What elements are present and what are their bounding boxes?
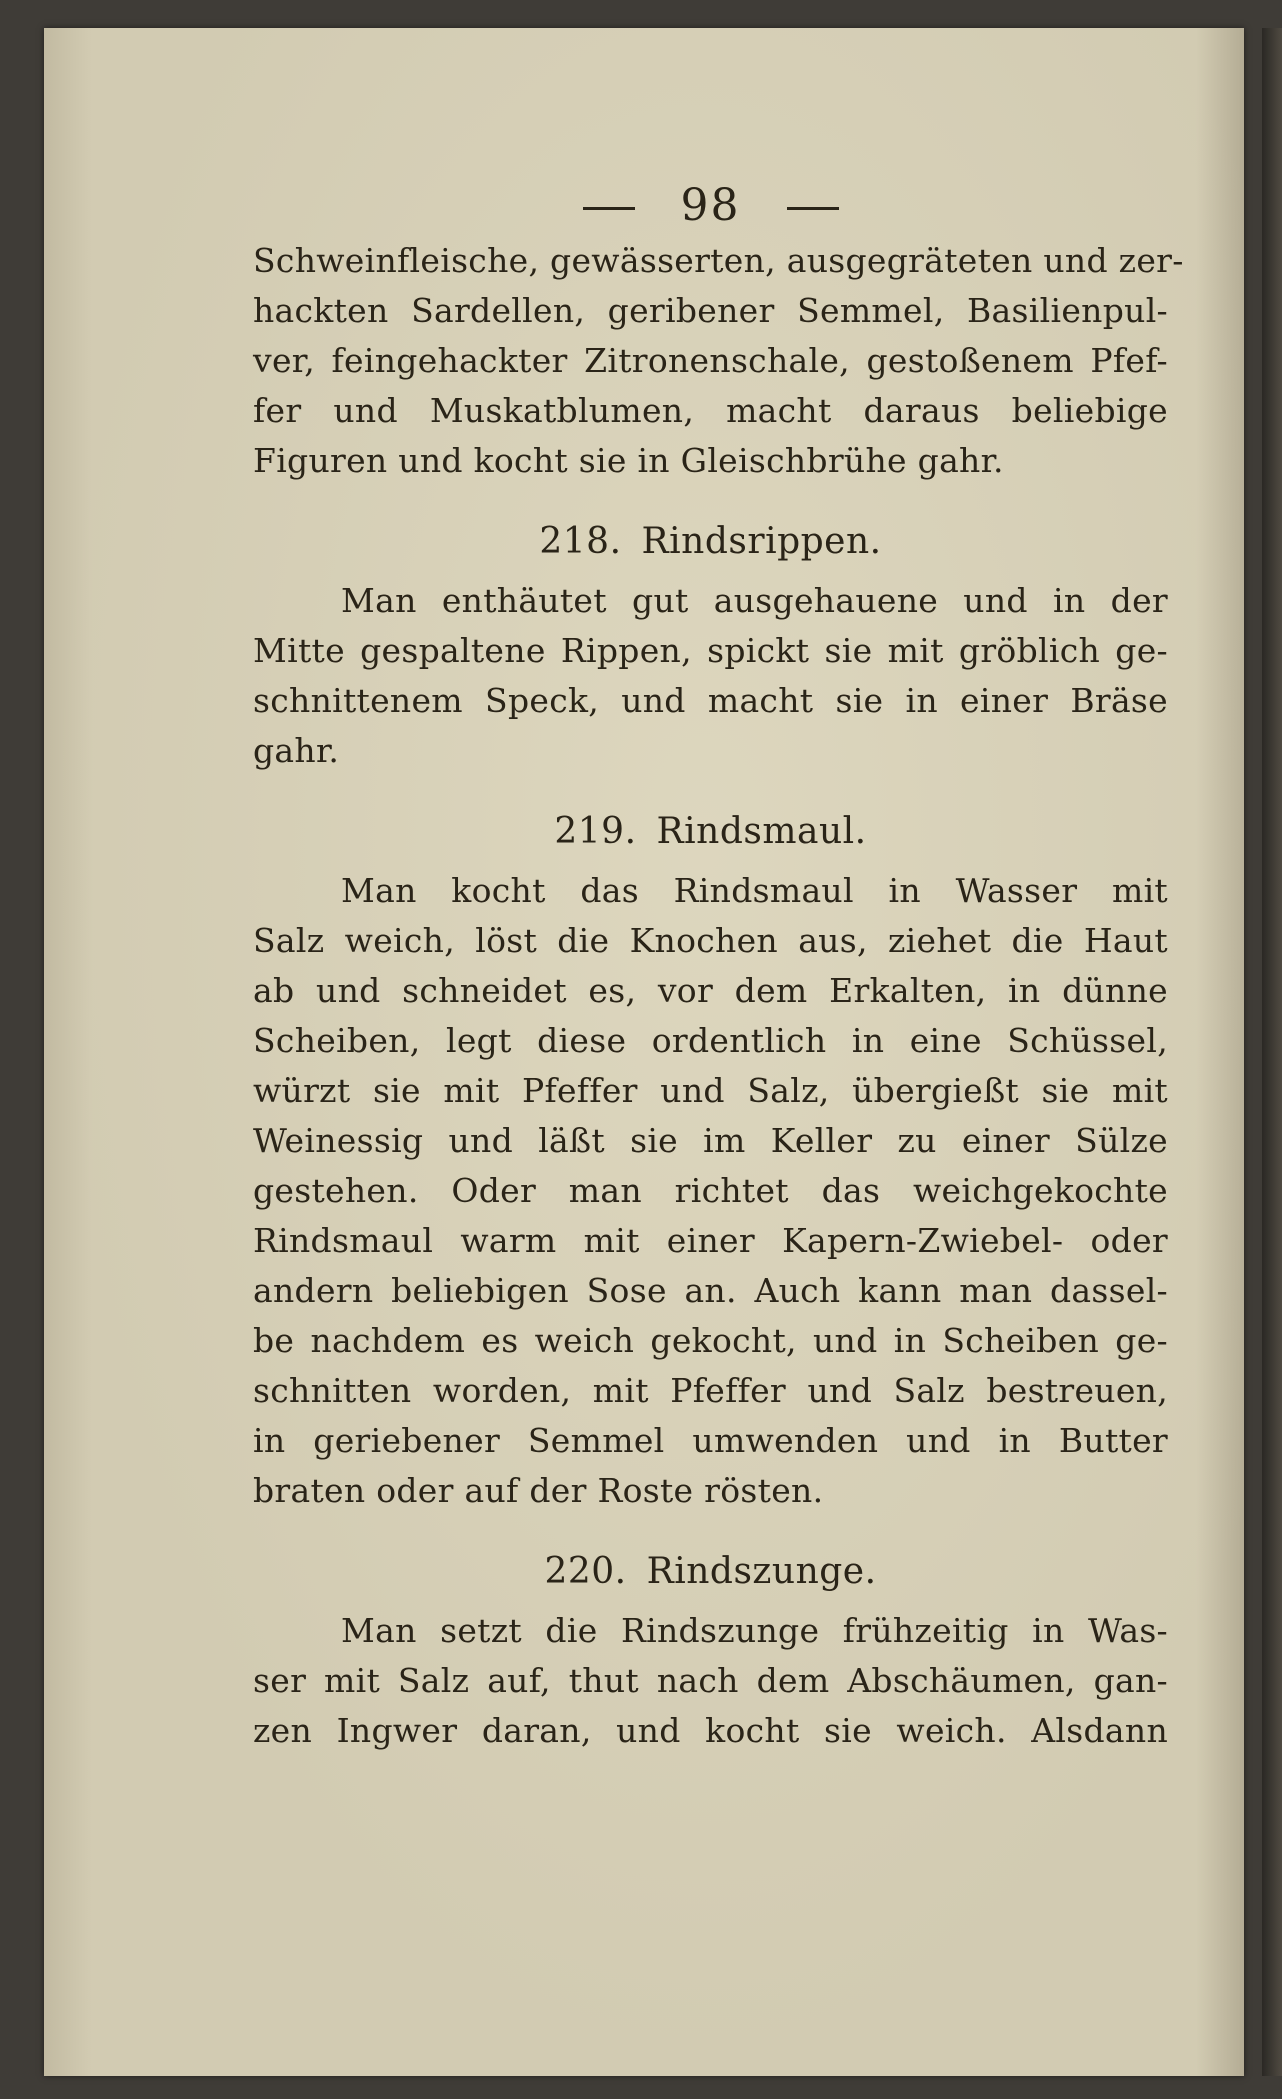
header-dash-right <box>787 207 839 210</box>
text-line: Man kocht das Rindsmaul in Wasser mit <box>341 871 1168 910</box>
intro-paragraph <box>253 236 1184 486</box>
text-line: Man enthäutet gut ausgehauene und in der <box>341 581 1168 620</box>
text-line: andern beliebigen Sose an. Auch kann man dassel- <box>253 1271 1168 1310</box>
text-line: braten oder auf der Roste rösten. <box>253 1471 824 1510</box>
text-line: hackten Sardellen, geribener Semmel, Basilienpul- <box>253 291 1168 330</box>
text-line: Man setzt die Rindszunge frühzeitig in Was- <box>341 1611 1168 1650</box>
section-220 <box>253 1544 1168 1756</box>
section-title: Rindsrippen. <box>641 521 882 562</box>
section-heading <box>253 514 1168 570</box>
text-line: in geriebener Semmel umwenden und in Butter <box>253 1421 1168 1460</box>
section-title: Rindsmaul. <box>656 811 867 852</box>
section-number: 218. <box>539 521 622 562</box>
text-line: ab und schneidet es, vor dem Erkalten, in dünne <box>253 971 1168 1010</box>
header-dash-left <box>583 207 635 210</box>
text-line: Scheiben, legt diese ordentlich in eine Schüssel, <box>253 1021 1168 1060</box>
text-line: Mitte gespaltene Rippen, spickt sie mit gröblich ge- <box>253 631 1168 670</box>
text-line: Salz weich, löst die Knochen aus, ziehet die Haut <box>253 921 1168 960</box>
section-number: 220. <box>544 1551 627 1592</box>
text-line: zen Ingwer daran, und kocht sie weich. Alsdann <box>253 1711 1168 1750</box>
text-line: be nachdem es weich gekocht, und in Scheiben ge- <box>253 1321 1168 1360</box>
text-line: Rindsmaul warm mit einer Kapern-Zwiebel- oder <box>253 1221 1168 1260</box>
page-content <box>253 176 1184 1756</box>
text-line: gahr. <box>253 731 340 770</box>
text-line: fer und Muskatblumen, macht daraus beliebige <box>253 391 1168 430</box>
page-header <box>253 176 1168 236</box>
text-line: Schweinfleische, gewässerten, ausgegräteten und zer- <box>253 241 1184 280</box>
section-heading <box>253 1544 1168 1600</box>
section-number: 219. <box>554 811 637 852</box>
section-218 <box>253 514 1168 776</box>
section-219 <box>253 804 1168 1516</box>
text-line: Figuren und kocht sie in Gleischbrühe gahr. <box>253 441 1004 480</box>
text-line: würzt sie mit Pfeffer und Salz, übergießt sie mit <box>253 1071 1168 1110</box>
section-heading <box>253 804 1168 860</box>
text-line: ver, feingehackter Zitronenschale, gestoßenem Pfef- <box>253 341 1168 380</box>
book-spine <box>1262 28 1282 2076</box>
page-number: 98 <box>680 180 741 231</box>
text-line: schnittenem Speck, und macht sie in einer Bräse <box>253 681 1168 720</box>
text-line: ser mit Salz auf, thut nach dem Abschäumen, gan- <box>253 1661 1168 1700</box>
text-line: Weinessig und läßt sie im Keller zu einer Sülze <box>253 1121 1168 1160</box>
text-line: gestehen. Oder man richtet das weichgekochte <box>253 1171 1168 1210</box>
section-title: Rindszunge. <box>646 1551 877 1592</box>
text-line: schnitten worden, mit Pfeffer und Salz bestreuen, <box>253 1371 1168 1410</box>
